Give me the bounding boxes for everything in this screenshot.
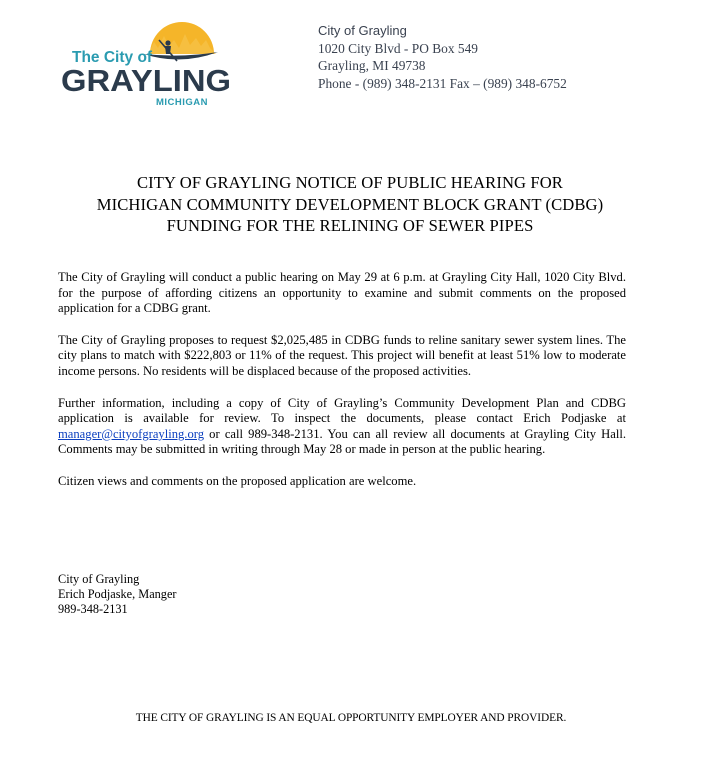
- notice-title: [40, 172, 660, 237]
- canoe-sun-logo-icon: [58, 12, 238, 108]
- paragraph-information: [58, 396, 626, 458]
- paragraph-information-start: Further information, including a copy of City of Grayling’s Community Development Plan and CDBG application is available for review. To inspect the documents, please contact Erich Podjaske at: [58, 395, 626, 426]
- paragraph-hearing: The City of Grayling will conduct a public hearing on May 29 at 6 p.m. at Grayling City Hall, 1020 City Blvd. for the purpose of affording citizens an opportunity to examine and submit comments on the proposed application for a CDBG grant.: [58, 270, 626, 316]
- logo-line3: MICHIGAN: [156, 97, 209, 108]
- address-line-4: Phone - (989) 348-2131 Fax – (989) 348-6752: [318, 75, 567, 91]
- letterhead-address: [318, 22, 567, 92]
- signature-line-1: City of Grayling: [58, 572, 140, 586]
- signature-line-3: 989-348-2131: [58, 601, 128, 616]
- paragraph-funding: The City of Grayling proposes to request $2,025,485 in CDBG funds to reline sanitary sewer system lines. The city plans to match with $222,803 or 11% of the request. This project will benefit at least 51% low to moderate income persons. No residents will be displaced because of the proposed activities.: [58, 332, 626, 378]
- equal-opportunity-footer: THE CITY OF GRAYLING IS AN EQUAL OPPORTUNITY EMPLOYER AND PROVIDER.: [135, 712, 567, 724]
- logo-line1: The City of: [72, 49, 153, 66]
- address-line-1: City of Grayling: [318, 23, 407, 38]
- logo-line2: GRAYLING: [61, 63, 231, 98]
- notice-body: [58, 270, 626, 506]
- paragraph-information-end: or call 989-348-2131. You can all review all documents at Grayling City Hall. Comments may be submitted in writing through May 28 or made in person at the public hearing.: [58, 426, 626, 457]
- signature-line-2: Erich Podjaske, Manger: [58, 586, 177, 601]
- title-line-1: CITY OF GRAYLING NOTICE OF PUBLIC HEARING FOR: [137, 173, 563, 192]
- city-logo: [58, 12, 238, 108]
- signature-block: [58, 572, 177, 616]
- paragraph-welcome: Citizen views and comments on the proposed application are welcome.: [58, 473, 417, 488]
- address-line-3: Grayling, MI 49738: [318, 58, 426, 73]
- manager-email-link[interactable]: manager@cityofgrayling.org: [58, 426, 205, 441]
- title-line-3: FUNDING FOR THE RELINING OF SEWER PIPES: [166, 216, 534, 235]
- address-line-2: 1020 City Blvd - PO Box 549: [318, 40, 478, 56]
- title-line-2: MICHIGAN COMMUNITY DEVELOPMENT BLOCK GRANT (CDBG): [96, 194, 604, 214]
